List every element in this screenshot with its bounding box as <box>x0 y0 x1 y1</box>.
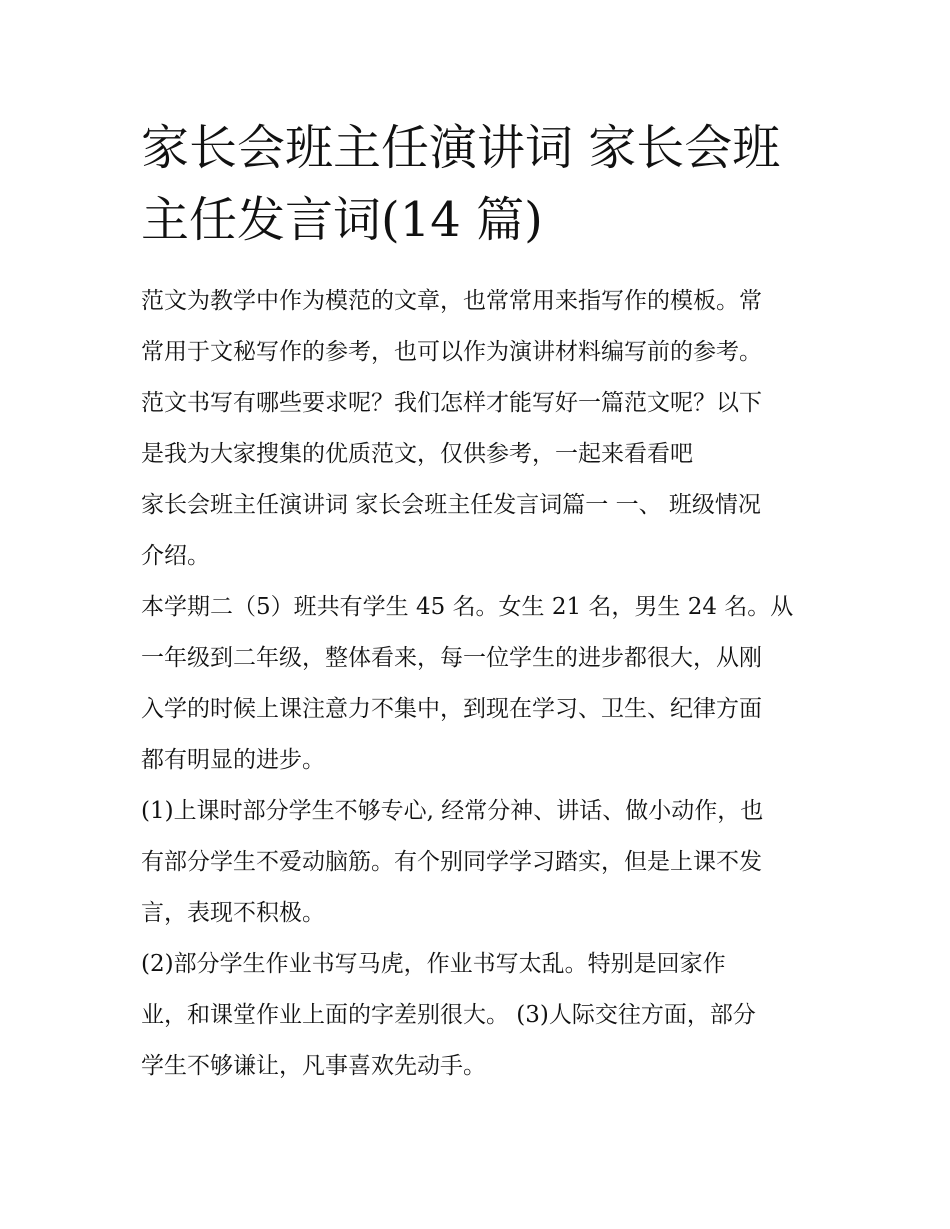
body-line: 入学的时候上课注意力不集中，到现在学习、卫生、纪律方面 <box>141 696 762 722</box>
body-line: 言，表现不积极。 <box>141 900 325 926</box>
body-line: 学生不够谦让，凡事喜欢先动手。 <box>141 1053 486 1079</box>
body-line: 介绍。 <box>141 543 210 569</box>
body-line: 是我为大家搜集的优质范文，仅供参考，一起来看看吧 <box>141 441 693 467</box>
body-line: 范文书写有哪些要求呢？我们怎样才能写好一篇范文呢？以下 <box>141 390 762 416</box>
body-line: 范文为教学中作为模范的文章，也常常用来指写作的模板。常 <box>141 288 762 314</box>
body-line: 一年级到二年级，整体看来，每一位学生的进步都很大，从刚 <box>141 645 762 671</box>
document-body <box>141 276 821 1092</box>
body-line: 业，和课堂作业上面的字差别很大。 (3)人际交往方面，部分 <box>141 1002 756 1028</box>
body-line: (1)上课时部分学生不够专心, 经常分神、讲话、做小动作，也 <box>141 798 764 824</box>
body-line: 有部分学生不爱动脑筋。有个别同学学习踏实，但是上课不发 <box>141 849 762 875</box>
title-line: 主任发言词(14 篇) <box>141 192 543 248</box>
body-line: 家长会班主任演讲词 家长会班主任发言词篇一 一、 班级情况 <box>141 492 761 518</box>
title-line: 家长会班主任演讲词 家长会班 <box>141 120 781 176</box>
document-title <box>141 112 821 256</box>
body-line: 常用于文秘写作的参考，也可以作为演讲材料编写前的参考。 <box>141 339 762 365</box>
body-line: 本学期二（5）班共有学生 45 名。女生 21 名，男生 24 名。从 <box>141 594 794 620</box>
body-line: (2)部分学生作业书写马虎，作业书写太乱。特别是回家作 <box>141 951 726 977</box>
body-line: 都有明显的进步。 <box>141 747 325 773</box>
